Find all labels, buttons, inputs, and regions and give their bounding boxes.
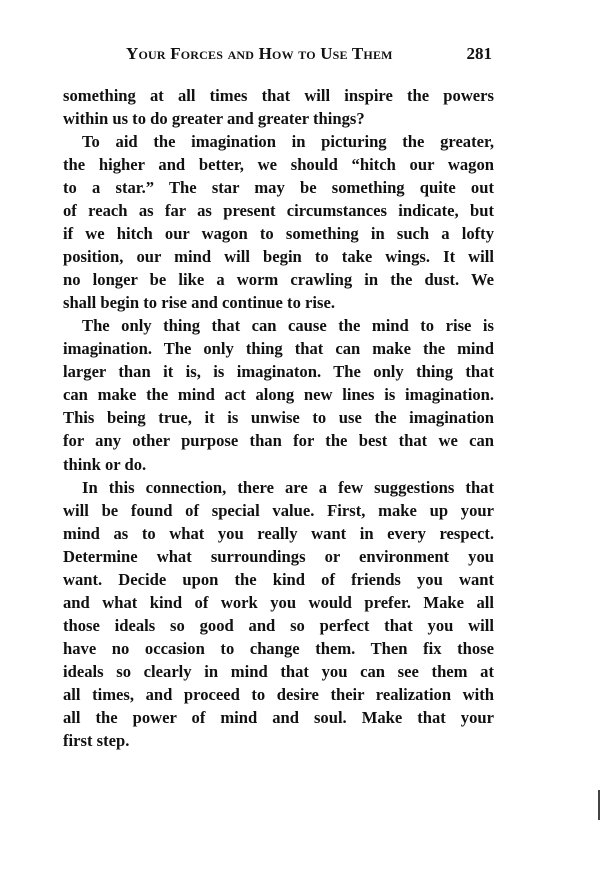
text-line: first step. (63, 730, 130, 750)
text-line: all times, and proceed to desire their realization with (63, 684, 494, 704)
running-header-title: Your Forces and How to Use Them (126, 44, 393, 63)
text-line: those ideals so good and so perfect that you will (63, 615, 494, 635)
text-line: larger than it is, is imaginaton. The only thing that (63, 362, 494, 382)
text-line: The only thing that can cause the mind to rise is (82, 316, 494, 336)
page-body-text (63, 84, 494, 752)
text-line: To aid the imagination in picturing the greater, (82, 132, 494, 152)
text-line: no longer be like a worm crawling in the dust. We (63, 270, 494, 290)
text-line: Determine what surroundings or environment you (63, 546, 494, 566)
page-number: 281 (466, 44, 492, 63)
text-line: to a star.” The star may be something quite out (63, 178, 494, 198)
text-line: within us to do greater and greater things? (63, 109, 365, 129)
text-line: This being true, it is unwise to use the imagination (63, 408, 494, 428)
text-line: mind as to what you really want in every respect. (63, 523, 494, 543)
text-line: want. Decide upon the kind of friends you want (63, 569, 494, 589)
text-line: shall begin to rise and continue to rise. (63, 293, 335, 313)
text-line: have no occasion to change them. Then fix those (63, 638, 494, 658)
text-line: position, our mind will begin to take wings. It will (63, 247, 494, 267)
text-line: all the power of mind and soul. Make that your (63, 707, 494, 727)
text-line: if we hitch our wagon to something in such a lofty (63, 224, 494, 244)
text-line: ideals so clearly in mind that you can see them at (63, 661, 494, 681)
text-line: In this connection, there are a few suggestions that (82, 477, 494, 497)
running-header (126, 44, 498, 68)
text-line: think or do. (63, 454, 147, 474)
text-line: the higher and better, we should “hitch our wagon (63, 155, 494, 175)
text-line: of reach as far as present circumstances indicate, but (63, 201, 494, 221)
text-line: and what kind of work you would prefer. Make all (63, 592, 494, 612)
text-line: for any other purpose than for the best that we can (63, 431, 494, 451)
text-line: something at all times that will inspire the powers (63, 86, 494, 105)
text-line: imagination. The only thing that can make the mind (63, 339, 494, 359)
text-line: can make the mind act along new lines is imagination. (63, 385, 494, 405)
text-line: will be found of special value. First, make up your (63, 500, 494, 520)
